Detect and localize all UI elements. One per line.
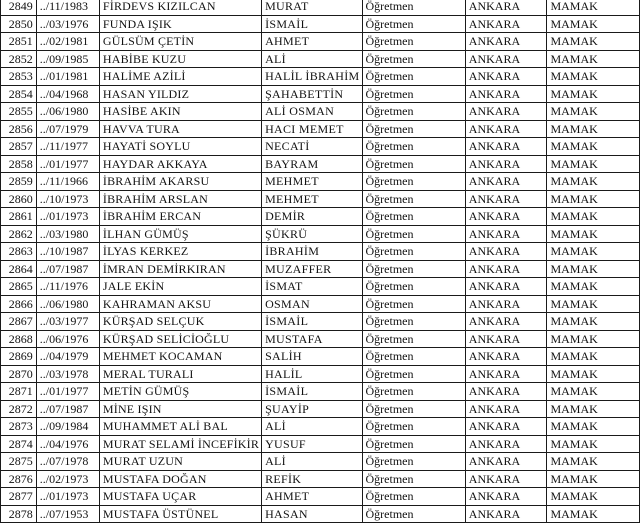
full-name-cell: İLYAS KERKEZ: [99, 243, 261, 261]
father-name-cell: İSMAİL: [262, 15, 362, 33]
table-row: [1, 225, 640, 243]
table-row: [1, 50, 640, 68]
occupation-cell: Öğretmen: [362, 295, 465, 313]
full-name-cell: GÜLSÜM ÇETİN: [99, 33, 261, 51]
full-name-cell: FUNDA IŞIK: [99, 15, 261, 33]
occupation-cell: Öğretmen: [362, 348, 465, 366]
occupation-cell: Öğretmen: [362, 15, 465, 33]
birth-date-cell: ../07/1979: [36, 120, 99, 138]
city-cell: ANKARA: [465, 243, 547, 261]
row-number-cell: 2849: [1, 0, 37, 15]
birth-date-cell: ../07/1978: [36, 453, 99, 471]
city-cell: ANKARA: [465, 418, 547, 436]
full-name-cell: İLHAN GÜMÜŞ: [99, 225, 261, 243]
full-name-cell: HASAN YILDIZ: [99, 85, 261, 103]
father-name-cell: HALİL: [262, 365, 362, 383]
table-row: [1, 488, 640, 506]
occupation-cell: Öğretmen: [362, 400, 465, 418]
row-number-cell: 2864: [1, 260, 37, 278]
city-cell: ANKARA: [465, 470, 547, 488]
birth-date-cell: ../04/1976: [36, 435, 99, 453]
city-cell: ANKARA: [465, 68, 547, 86]
birth-date-cell: ../10/1987: [36, 243, 99, 261]
row-number-cell: 2850: [1, 15, 37, 33]
district-cell: MAMAK: [547, 68, 640, 86]
table-row: [1, 243, 640, 261]
city-cell: ANKARA: [465, 260, 547, 278]
occupation-cell: Öğretmen: [362, 68, 465, 86]
occupation-cell: Öğretmen: [362, 383, 465, 401]
father-name-cell: MURAT: [262, 0, 362, 15]
district-cell: MAMAK: [547, 295, 640, 313]
birth-date-cell: ../11/1983: [36, 0, 99, 15]
father-name-cell: HACI MEMET: [262, 120, 362, 138]
district-cell: MAMAK: [547, 173, 640, 191]
city-cell: ANKARA: [465, 33, 547, 51]
city-cell: ANKARA: [465, 50, 547, 68]
full-name-cell: MUSTAFA ÜSTÜNEL: [99, 505, 261, 523]
occupation-cell: Öğretmen: [362, 190, 465, 208]
full-name-cell: MERAL TURALI: [99, 365, 261, 383]
father-name-cell: İSMAT: [262, 278, 362, 296]
table-row: [1, 348, 640, 366]
occupation-cell: Öğretmen: [362, 470, 465, 488]
full-name-cell: HAYDAR AKKAYA: [99, 155, 261, 173]
occupation-cell: Öğretmen: [362, 488, 465, 506]
table-row: [1, 295, 640, 313]
occupation-cell: Öğretmen: [362, 103, 465, 121]
district-cell: MAMAK: [547, 138, 640, 156]
district-cell: MAMAK: [547, 313, 640, 331]
city-cell: ANKARA: [465, 155, 547, 173]
full-name-cell: MURAT UZUN: [99, 453, 261, 471]
city-cell: ANKARA: [465, 120, 547, 138]
row-number-cell: 2851: [1, 33, 37, 51]
full-name-cell: METİN GÜMÜŞ: [99, 383, 261, 401]
table-row: [1, 120, 640, 138]
father-name-cell: ŞUAYİP: [262, 400, 362, 418]
occupation-cell: Öğretmen: [362, 173, 465, 191]
district-cell: MAMAK: [547, 15, 640, 33]
full-name-cell: MUHAMMET ALİ BAL: [99, 418, 261, 436]
occupation-cell: Öğretmen: [362, 313, 465, 331]
table-row: [1, 505, 640, 523]
row-number-cell: 2854: [1, 85, 37, 103]
occupation-cell: Öğretmen: [362, 278, 465, 296]
full-name-cell: İBRAHİM AKARSU: [99, 173, 261, 191]
row-number-cell: 2857: [1, 138, 37, 156]
father-name-cell: AHMET: [262, 33, 362, 51]
row-number-cell: 2862: [1, 225, 37, 243]
full-name-cell: HASİBE AKIN: [99, 103, 261, 121]
birth-date-cell: ../04/1979: [36, 348, 99, 366]
full-name-cell: MEHMET KOCAMAN: [99, 348, 261, 366]
occupation-cell: Öğretmen: [362, 225, 465, 243]
district-cell: MAMAK: [547, 260, 640, 278]
occupation-cell: Öğretmen: [362, 155, 465, 173]
district-cell: MAMAK: [547, 33, 640, 51]
row-number-cell: 2866: [1, 295, 37, 313]
district-cell: MAMAK: [547, 348, 640, 366]
table-row: [1, 85, 640, 103]
father-name-cell: HASAN: [262, 505, 362, 523]
full-name-cell: İBRAHİM ARSLAN: [99, 190, 261, 208]
full-name-cell: MİNE IŞIN: [99, 400, 261, 418]
district-cell: MAMAK: [547, 208, 640, 226]
row-number-cell: 2863: [1, 243, 37, 261]
birth-date-cell: ../03/1977: [36, 313, 99, 331]
row-number-cell: 2869: [1, 348, 37, 366]
birth-date-cell: ../01/1973: [36, 208, 99, 226]
birth-date-cell: ../10/1973: [36, 190, 99, 208]
table-row: [1, 365, 640, 383]
birth-date-cell: ../02/1973: [36, 470, 99, 488]
city-cell: ANKARA: [465, 400, 547, 418]
row-number-cell: 2853: [1, 68, 37, 86]
birth-date-cell: ../11/1977: [36, 138, 99, 156]
table-row: [1, 383, 640, 401]
father-name-cell: ALİ: [262, 50, 362, 68]
occupation-cell: Öğretmen: [362, 418, 465, 436]
birth-date-cell: ../06/1980: [36, 103, 99, 121]
father-name-cell: İBRAHİM: [262, 243, 362, 261]
occupation-cell: Öğretmen: [362, 365, 465, 383]
father-name-cell: BAYRAM: [262, 155, 362, 173]
row-number-cell: 2859: [1, 173, 37, 191]
table-row: [1, 68, 640, 86]
row-number-cell: 2852: [1, 50, 37, 68]
father-name-cell: SALİH: [262, 348, 362, 366]
occupation-cell: Öğretmen: [362, 0, 465, 15]
father-name-cell: ALİ: [262, 453, 362, 471]
table-row: [1, 190, 640, 208]
father-name-cell: ALİ OSMAN: [262, 103, 362, 121]
row-number-cell: 2865: [1, 278, 37, 296]
birth-date-cell: ../09/1984: [36, 418, 99, 436]
occupation-cell: Öğretmen: [362, 435, 465, 453]
father-name-cell: YUSUF: [262, 435, 362, 453]
city-cell: ANKARA: [465, 383, 547, 401]
father-name-cell: ŞÜKRÜ: [262, 225, 362, 243]
birth-date-cell: ../11/1966: [36, 173, 99, 191]
city-cell: ANKARA: [465, 208, 547, 226]
district-cell: MAMAK: [547, 103, 640, 121]
table-row: [1, 260, 640, 278]
birth-date-cell: ../01/1973: [36, 488, 99, 506]
table-row: [1, 155, 640, 173]
row-number-cell: 2856: [1, 120, 37, 138]
occupation-cell: Öğretmen: [362, 260, 465, 278]
father-name-cell: ŞAHABETTİN: [262, 85, 362, 103]
table-body: [1, 0, 640, 523]
occupation-cell: Öğretmen: [362, 208, 465, 226]
full-name-cell: KÜRŞAD SELİCİOĞLU: [99, 330, 261, 348]
district-cell: MAMAK: [547, 365, 640, 383]
father-name-cell: AHMET: [262, 488, 362, 506]
full-name-cell: HABİBE KUZU: [99, 50, 261, 68]
full-name-cell: MUSTAFA UÇAR: [99, 488, 261, 506]
father-name-cell: İSMAİL: [262, 383, 362, 401]
occupation-cell: Öğretmen: [362, 138, 465, 156]
row-number-cell: 2870: [1, 365, 37, 383]
birth-date-cell: ../03/1980: [36, 225, 99, 243]
table-row: [1, 453, 640, 471]
district-cell: MAMAK: [547, 470, 640, 488]
father-name-cell: NECATİ: [262, 138, 362, 156]
table-row: [1, 278, 640, 296]
occupation-cell: Öğretmen: [362, 330, 465, 348]
father-name-cell: OSMAN: [262, 295, 362, 313]
occupation-cell: Öğretmen: [362, 120, 465, 138]
city-cell: ANKARA: [465, 453, 547, 471]
district-cell: MAMAK: [547, 488, 640, 506]
father-name-cell: DEMİR: [262, 208, 362, 226]
full-name-cell: HAYATİ SOYLU: [99, 138, 261, 156]
city-cell: ANKARA: [465, 173, 547, 191]
birth-date-cell: ../03/1978: [36, 365, 99, 383]
row-number-cell: 2858: [1, 155, 37, 173]
birth-date-cell: ../06/1976: [36, 330, 99, 348]
city-cell: ANKARA: [465, 435, 547, 453]
occupation-cell: Öğretmen: [362, 50, 465, 68]
father-name-cell: HALİL İBRAHİM: [262, 68, 362, 86]
full-name-cell: KAHRAMAN AKSU: [99, 295, 261, 313]
district-cell: MAMAK: [547, 278, 640, 296]
father-name-cell: MUZAFFER: [262, 260, 362, 278]
city-cell: ANKARA: [465, 103, 547, 121]
father-name-cell: MEHMET: [262, 190, 362, 208]
row-number-cell: 2868: [1, 330, 37, 348]
district-cell: MAMAK: [547, 505, 640, 523]
table-row: [1, 313, 640, 331]
row-number-cell: 2855: [1, 103, 37, 121]
row-number-cell: 2873: [1, 418, 37, 436]
birth-date-cell: ../03/1976: [36, 15, 99, 33]
row-number-cell: 2878: [1, 505, 37, 523]
row-number-cell: 2875: [1, 453, 37, 471]
city-cell: ANKARA: [465, 15, 547, 33]
birth-date-cell: ../06/1980: [36, 295, 99, 313]
birth-date-cell: ../09/1985: [36, 50, 99, 68]
father-name-cell: İSMAİL: [262, 313, 362, 331]
district-cell: MAMAK: [547, 190, 640, 208]
full-name-cell: KÜRŞAD SELÇUK: [99, 313, 261, 331]
district-cell: MAMAK: [547, 50, 640, 68]
district-cell: MAMAK: [547, 400, 640, 418]
district-cell: MAMAK: [547, 225, 640, 243]
birth-date-cell: ../07/1987: [36, 260, 99, 278]
row-number-cell: 2861: [1, 208, 37, 226]
city-cell: ANKARA: [465, 138, 547, 156]
district-cell: MAMAK: [547, 418, 640, 436]
district-cell: MAMAK: [547, 243, 640, 261]
table-row: [1, 173, 640, 191]
city-cell: ANKARA: [465, 0, 547, 15]
table-row: [1, 330, 640, 348]
city-cell: ANKARA: [465, 225, 547, 243]
full-name-cell: MURAT SELAMİ İNCEFİKİR: [99, 435, 261, 453]
full-name-cell: İMRAN DEMİRKIRAN: [99, 260, 261, 278]
row-number-cell: 2872: [1, 400, 37, 418]
table-row: [1, 15, 640, 33]
table-row: [1, 435, 640, 453]
row-number-cell: 2871: [1, 383, 37, 401]
city-cell: ANKARA: [465, 295, 547, 313]
district-cell: MAMAK: [547, 0, 640, 15]
city-cell: ANKARA: [465, 190, 547, 208]
occupation-cell: Öğretmen: [362, 505, 465, 523]
district-cell: MAMAK: [547, 85, 640, 103]
full-name-cell: MUSTAFA DOĞAN: [99, 470, 261, 488]
occupation-cell: Öğretmen: [362, 243, 465, 261]
father-name-cell: MEHMET: [262, 173, 362, 191]
occupation-cell: Öğretmen: [362, 453, 465, 471]
city-cell: ANKARA: [465, 313, 547, 331]
father-name-cell: REFİK: [262, 470, 362, 488]
district-cell: MAMAK: [547, 435, 640, 453]
table-row: [1, 470, 640, 488]
row-number-cell: 2877: [1, 488, 37, 506]
row-number-cell: 2876: [1, 470, 37, 488]
city-cell: ANKARA: [465, 330, 547, 348]
city-cell: ANKARA: [465, 488, 547, 506]
birth-date-cell: ../01/1981: [36, 68, 99, 86]
table-row: [1, 103, 640, 121]
occupation-cell: Öğretmen: [362, 85, 465, 103]
row-number-cell: 2874: [1, 435, 37, 453]
table-row: [1, 208, 640, 226]
district-cell: MAMAK: [547, 383, 640, 401]
row-number-cell: 2860: [1, 190, 37, 208]
table-row: [1, 418, 640, 436]
full-name-cell: İBRAHİM ERCAN: [99, 208, 261, 226]
city-cell: ANKARA: [465, 278, 547, 296]
occupation-cell: Öğretmen: [362, 33, 465, 51]
table-row: [1, 33, 640, 51]
city-cell: ANKARA: [465, 85, 547, 103]
birth-date-cell: ../07/1953: [36, 505, 99, 523]
father-name-cell: MUSTAFA: [262, 330, 362, 348]
city-cell: ANKARA: [465, 505, 547, 523]
full-name-cell: HAVVA TURA: [99, 120, 261, 138]
full-name-cell: HALİME AZİLİ: [99, 68, 261, 86]
full-name-cell: JALE EKİN: [99, 278, 261, 296]
city-cell: ANKARA: [465, 365, 547, 383]
district-cell: MAMAK: [547, 330, 640, 348]
birth-date-cell: ../01/1977: [36, 155, 99, 173]
table-row: [1, 400, 640, 418]
district-cell: MAMAK: [547, 155, 640, 173]
birth-date-cell: ../01/1977: [36, 383, 99, 401]
birth-date-cell: ../04/1968: [36, 85, 99, 103]
district-cell: MAMAK: [547, 120, 640, 138]
birth-date-cell: ../11/1976: [36, 278, 99, 296]
birth-date-cell: ../02/1981: [36, 33, 99, 51]
table-row: [1, 0, 640, 15]
district-cell: MAMAK: [547, 453, 640, 471]
city-cell: ANKARA: [465, 348, 547, 366]
table-row: [1, 138, 640, 156]
father-name-cell: ALİ: [262, 418, 362, 436]
row-number-cell: 2867: [1, 313, 37, 331]
full-name-cell: FİRDEVS KIZILCAN: [99, 0, 261, 15]
birth-date-cell: ../07/1987: [36, 400, 99, 418]
